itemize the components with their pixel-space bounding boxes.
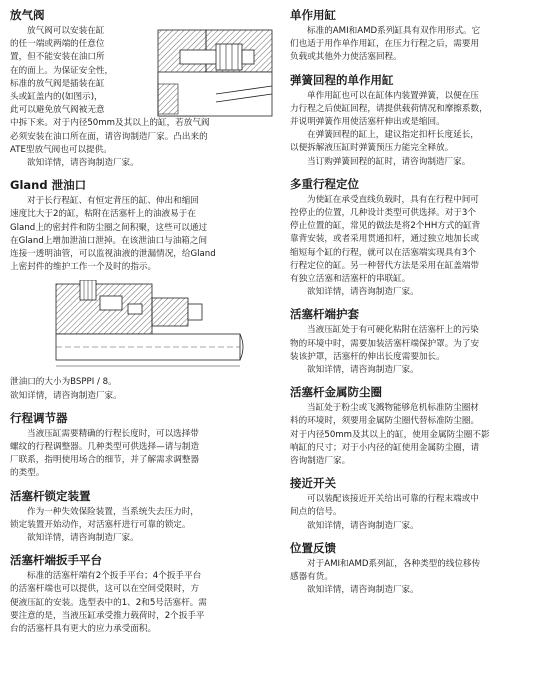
body-line: 螺纹的行程调整器。几种类型可供选择—请与制造 xyxy=(10,442,200,453)
body-line: 咨询制造厂家。 xyxy=(290,456,351,467)
section-body xyxy=(290,324,542,377)
body-line: 中拆下来。对于内径50mm及其以上的缸，若放气阀 xyxy=(10,118,210,129)
body-line: 台的活塞杆具有更大的应力承受面积。 xyxy=(10,624,157,635)
body-line: 控停止的位置，几种设计类型可供选择。对于3个 xyxy=(290,208,476,219)
body-line: 对于长行程缸、有恒定背压的缸、伸出和缩回 xyxy=(27,196,199,207)
section-body xyxy=(290,90,542,169)
body-line: 便液压缸的安装。选型表中的1、2和5号活塞杆。需 xyxy=(10,597,207,608)
body-line: 标准的放气阀是插装在缸 xyxy=(10,78,105,89)
body-line: 有独立活塞和活塞杆的串联缸。 xyxy=(290,274,411,285)
section-body xyxy=(10,195,272,274)
left-column xyxy=(10,8,272,644)
body-line: 标准的AMI和AMD系列缸具有双作用形式。它 xyxy=(307,26,481,36)
section-spring-return xyxy=(290,73,542,169)
body-line: 连接一透明油管，可以监视油液的泄漏情况，给Gland xyxy=(10,249,216,260)
body-line: 响缸的尺寸；对于小内径的缸使用金属防尘圈，请 xyxy=(290,442,480,453)
body-line: 放气阀可以安装在缸 xyxy=(27,26,105,36)
body-line: 在Gland上增加泄油口泄掉。在该泄油口与油箱之间 xyxy=(10,235,208,246)
section-body xyxy=(10,506,272,546)
body-line: 标准的活塞杆端有2个扳手平台；4个扳手平台 xyxy=(27,571,202,582)
section-air-bleed xyxy=(10,8,272,170)
body-line: 在弹簧回程的缸上，建议指定扣杆长度延长， xyxy=(307,130,479,141)
body-line: ATE型放气阀也可以提供。 xyxy=(10,144,112,155)
section-title: 活塞杆金属防尘圈 xyxy=(290,385,382,400)
contact-note: 欲知详情，请咨询制造厂家。 xyxy=(307,520,419,531)
body-line: 当缸处于粉尘或飞溅物能够危机标准防尘圈材 xyxy=(307,403,479,414)
body-line: 料的环境时，须要用金属防尘圈代替标准防尘圈。 xyxy=(290,416,480,427)
body-line: 必须安装在油口所在面，请咨询制造厂家。凸出来的 xyxy=(10,131,208,142)
body-line: 停止位置的缸，常见的做法是将2个HH方式的缸背 xyxy=(290,221,481,232)
body-line: 物的环境中时，需要加装活塞杆端保护罩。为了安 xyxy=(290,338,480,349)
body-line: 头或缸盖内的(如图示)， xyxy=(10,92,103,103)
section-body xyxy=(290,558,542,598)
port-size-text: 泄油口的大小为BSPPI / 8。 xyxy=(10,377,117,388)
body-line: 行程定位的缸。另一种替代方法是采用在缸盖端带 xyxy=(290,260,480,271)
body-line: 锁定装置开始动作，对活塞杆进行可靠的锁定。 xyxy=(10,519,191,530)
section-body xyxy=(10,376,272,402)
section-title: 单作用缸 xyxy=(290,8,336,22)
body-line: 感器有货。 xyxy=(290,572,333,583)
body-line: 为使缸在承受直线负载时，具有在行程中间可 xyxy=(307,194,479,205)
body-line: 并说明弹簧作用使活塞杆伸出或是缩回。 xyxy=(290,117,445,128)
section-title: 活塞杆锁定装置 xyxy=(10,488,91,503)
section-body xyxy=(10,117,272,170)
section-title: 多重行程定位 xyxy=(290,176,359,191)
section-body xyxy=(290,25,542,65)
body-line: 要注意的是，当液压缸承受推力载荷时，2个扳手平 xyxy=(10,610,205,621)
section-title: 接近开关 xyxy=(290,476,336,491)
section-title: 活塞杆端护套 xyxy=(290,307,359,322)
body-line: 装该护罩，活塞杆的伸出长度需要加长。 xyxy=(290,351,445,362)
body-line: Gland上的密封件和防尘圈之间积聚，这些可以通过 xyxy=(10,222,208,233)
body-line: 厂联系，指明使用场合的细节，并了解需求调整器 xyxy=(10,455,200,466)
contact-note: 欲知详情，请咨询制造厂家。 xyxy=(27,158,139,169)
section-body xyxy=(290,194,542,300)
section-multi-position xyxy=(290,177,542,300)
section-rod-boot xyxy=(290,307,542,377)
body-line: 力行程之后使缸回程，请提供载荷情况和摩擦系数， xyxy=(290,103,488,114)
body-line: 上密封件的维护工作一个及时的指示。 xyxy=(10,262,157,273)
section-title: 放气阀 xyxy=(10,8,45,22)
section-rod-lock xyxy=(10,489,272,546)
section-body xyxy=(10,428,272,481)
body-line: 作为一种失效保险装置，当系统失去压力时， xyxy=(27,506,199,517)
section-rod-wrench-flats xyxy=(10,553,272,636)
body-line: 的类型。 xyxy=(10,468,45,479)
section-gland-drain xyxy=(10,178,272,403)
body-line: 此可以避免放气阀被无意 xyxy=(10,105,105,116)
contact-note: 欲知详情，请咨询制造厂家。 xyxy=(10,390,122,401)
section-single-acting xyxy=(290,8,542,65)
body-line: 负载或其他外力使活塞回程。 xyxy=(290,52,402,63)
body-line: 们也适于用作单作用缸，在压力行程之后，需要用 xyxy=(290,39,480,50)
body-line: 单作用缸也可以在缸体内装置弹簧，以便在压 xyxy=(307,90,479,101)
section-title: Gland 泄油口 xyxy=(10,178,87,193)
body-line: 靠背安装，或者采用贯通扣杆，通过独立地加长或 xyxy=(290,234,480,245)
section-title: 位置反馈 xyxy=(290,540,336,555)
body-line: 可以装配该接近开关给出可靠的行程末端或中 xyxy=(307,494,479,505)
body-line: 以便拆解液压缸时弹簧预压力能完全释放。 xyxy=(290,143,454,154)
section-proximity-switch xyxy=(290,476,542,533)
body-line: 对于内径50mm及其以上的缸，使用金属防尘圈不影 xyxy=(290,429,490,440)
body-line: 对于AMI和AMD系列缸，各种类型的线位移传 xyxy=(307,558,481,569)
section-title: 活塞杆端扳手平台 xyxy=(10,553,102,568)
contact-note: 欲知详情，请咨询制造厂家。 xyxy=(307,365,419,376)
body-line: 当液压缸需要精确的行程长度时，可以选择带 xyxy=(27,428,199,439)
section-title: 行程调节器 xyxy=(10,410,68,425)
body-line: 置，但不能安装在油口所 xyxy=(10,52,105,63)
section-body-wrapped xyxy=(10,25,152,117)
contact-note: 欲知详情，请咨询制造厂家。 xyxy=(307,287,419,298)
body-line: 速度比大于2的缸，粘附在活塞杆上的油液易于在 xyxy=(10,209,196,220)
section-stroke-adjuster xyxy=(10,411,272,481)
contact-note: 当订购弹簧回程的缸时，请咨询制造厂家。 xyxy=(307,156,471,167)
right-column xyxy=(290,8,542,606)
section-position-feedback xyxy=(290,541,542,598)
body-line: 当液压缸处于有可硬化粘附在活塞杆上的污染 xyxy=(307,325,479,336)
body-line: 缩短每个缸的行程，就可以在活塞端实现具有3个 xyxy=(290,247,476,258)
gland-drain-port-drawing xyxy=(50,280,246,372)
section-title: 弹簧回程的单作用缸 xyxy=(290,72,394,87)
body-line: 的活塞杆端也可以提供，这可以在空间受限时，方 xyxy=(10,584,200,595)
body-line: 间点的信号。 xyxy=(290,507,342,518)
body-line: 的任一端或两端的任意位 xyxy=(10,39,105,50)
section-body xyxy=(290,493,542,533)
section-body xyxy=(290,402,542,468)
section-metal-scraper xyxy=(290,385,542,468)
contact-note: 欲知详情，请咨询制造厂家。 xyxy=(307,585,419,596)
contact-note: 欲知详情，请咨询制造厂家。 xyxy=(27,533,139,544)
body-line: 在的面上。为保证安全性， xyxy=(10,65,114,76)
section-body xyxy=(10,570,272,636)
